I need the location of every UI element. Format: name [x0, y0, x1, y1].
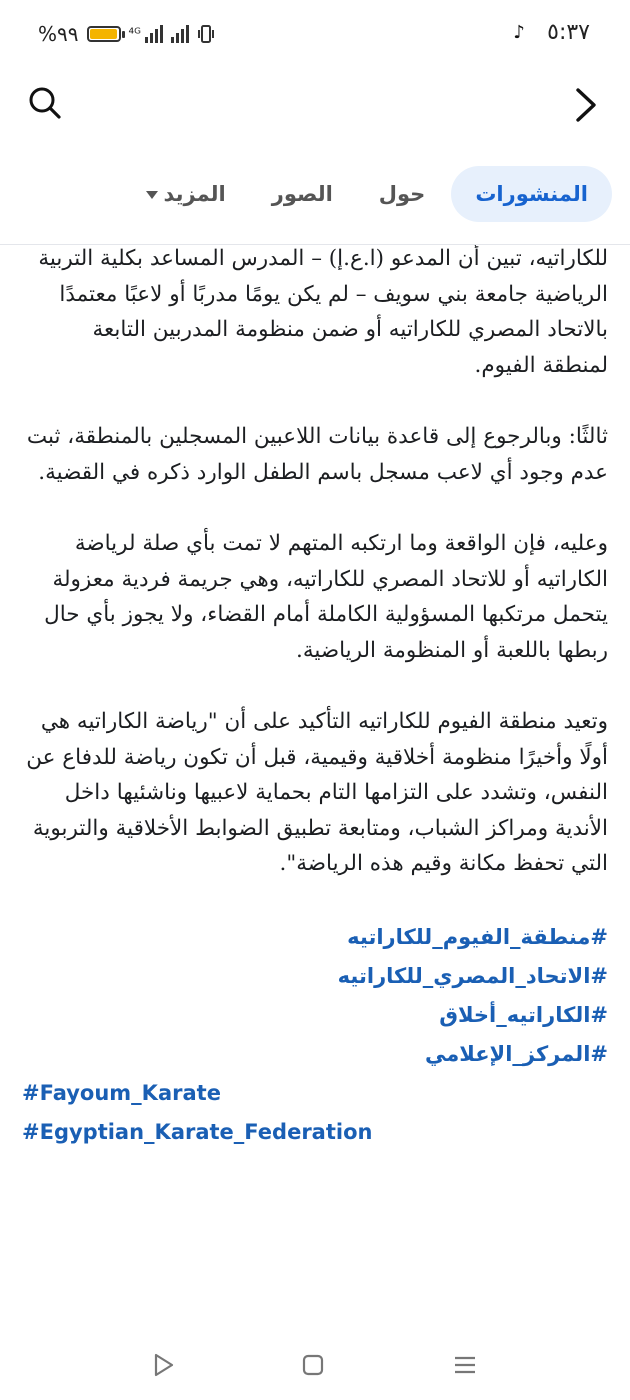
- tiktok-icon: ♪: [513, 21, 525, 43]
- back-chevron-icon[interactable]: [568, 86, 602, 124]
- clock: ٥:٣٧: [547, 20, 590, 45]
- page-header: [0, 72, 630, 136]
- battery-icon: [87, 26, 121, 42]
- post-paragraph: وتعيد منطقة الفيوم للكاراتيه التأكيد على أن "رياضة الكاراتيه هي أولًا وأخيرًا منظومة أخلاقية وقيمية، قبل أن تكون رياضة للدفاع عن النفس، وتشدد على التزامها التام بحماية لاعبيها وناشئيها داخل الأندية ومراكز الشباب، ومتابعة تطبيق الضوابط الأخلاقية والتربوية التي تحفظ مكانة وقيم هذه الرياضة".: [26, 709, 608, 876]
- hashtag-list: [22, 918, 608, 1152]
- post-paragraph: وعليه، فإن الواقعة وما ارتكبه المتهم لا تمت بأي صلة لرياضة الكاراتيه أو للاتحاد المصري للكاراتيه، وهي جريمة فردية معزولة يتحمل مرتكبها المسؤولية الكاملة أمام القضاء، ولا يجوز بأي حال ربطها باللعبة أو المنظومة الرياضية.: [44, 531, 608, 663]
- hashtag-link[interactable]: #الاتحاد_المصري_للكاراتيه: [337, 963, 608, 988]
- hashtag-link[interactable]: #الكاراتيه_أخلاق: [439, 1002, 608, 1027]
- status-right: [509, 20, 590, 45]
- tab-more[interactable]: [126, 168, 246, 220]
- tab-posts[interactable]: [451, 166, 612, 222]
- vibrate-icon: [197, 24, 215, 44]
- search-icon[interactable]: [28, 86, 62, 120]
- tab-label: المزيد: [163, 182, 226, 206]
- status-bar: [0, 0, 630, 72]
- battery-percent: %٩٩: [38, 22, 79, 46]
- hashtag-link[interactable]: #Fayoum_Karate: [22, 1080, 221, 1105]
- tab-about[interactable]: [359, 168, 446, 220]
- caret-down-icon: [146, 191, 158, 199]
- post-paragraph: ثالثًا: وبالرجوع إلى قاعدة بيانات اللاعبين المسجلين بالمنطقة، ثبت عدم وجود أي لاعب مسجل باسم الطفل الوارد ذكره في القضية.: [26, 424, 608, 485]
- post-body: [22, 245, 608, 1152]
- signal-icon: [145, 25, 163, 43]
- profile-tabs: [0, 160, 630, 228]
- post-content: [0, 245, 630, 1330]
- tab-photos[interactable]: [252, 168, 353, 220]
- hashtag-link[interactable]: #منطقة_الفيوم_للكاراتيه: [347, 924, 608, 949]
- home-square-icon[interactable]: [298, 1350, 328, 1380]
- hashtag-link[interactable]: #Egyptian_Karate_Federation: [22, 1119, 373, 1144]
- tab-label: حول: [378, 182, 426, 206]
- back-triangle-icon[interactable]: [148, 1350, 178, 1380]
- tab-label: الصور: [271, 182, 333, 206]
- hashtag-link[interactable]: #المركز_الإعلامي: [425, 1041, 608, 1066]
- status-left: [38, 22, 215, 46]
- system-nav-bar: [0, 1330, 630, 1400]
- tab-label: المنشورات: [475, 182, 588, 206]
- post-paragraph: للكاراتيه، تبين أن المدعو (ا.ع.إ) – المدرس المساعد بكلية التربية الرياضية جامعة بني سويف – لم يكن يومًا مدربًا أو لاعبًا معتمدًا بالاتحاد المصري للكاراتيه أو ضمن منظومة المدربين التابعة لمنطقة الفيوم.: [38, 246, 608, 378]
- recents-menu-icon[interactable]: [450, 1350, 480, 1380]
- signal-icon-2: [171, 25, 189, 43]
- network-type: ⁴ᴳ: [128, 26, 141, 42]
